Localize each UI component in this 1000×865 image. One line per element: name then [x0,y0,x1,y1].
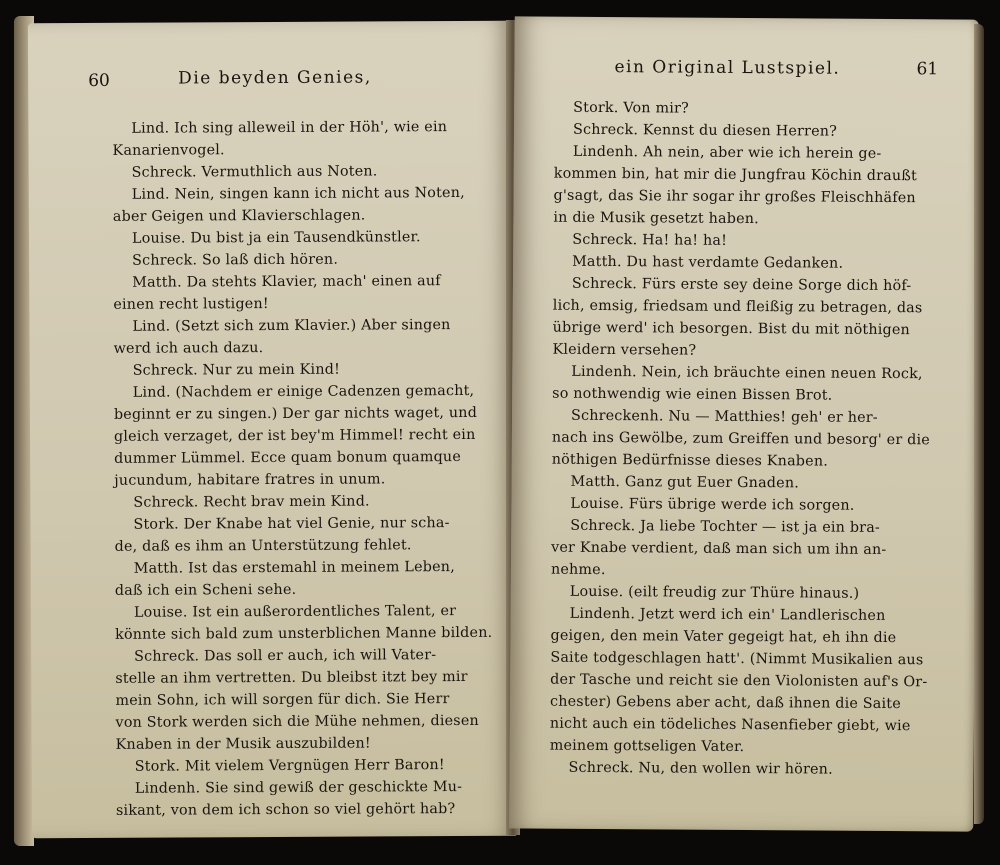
left-page [28,21,516,839]
text-line: ver Knabe verdient, daß man sich um ihn an- [551,539,887,558]
text-line: so nothwendig wie einen Bissen Brot. [552,385,833,404]
text-line: Schreck. Nur zu mein Kind! [113,361,341,379]
page-number-left: 60 [88,70,110,91]
text-line: Schreck. Ja liebe Tochter — ist ja ein bra- [551,517,881,536]
text-line: g'sagt, das Sie ihr sogar ihr großes Fleischhäfen [553,187,916,207]
text-line: Schreck. Ha! ha! ha! [553,231,728,249]
text-line: Stork. Der Knabe hat viel Genie, nur scha- [114,515,450,533]
text-line: von Stork werden sich die Mühe nehmen, diesen [115,712,479,731]
text-line: Kleidern versehen? [552,341,697,359]
text-line: Schreck. Kennst du diesen Herren? [553,121,838,140]
text-line: Lindenh. Sie sind gewiß der geschickte Mu- [115,779,463,797]
text-line: Lind. (Nachdem er einige Cadenzen gemacht, [113,382,475,401]
text-line: könnte sich bald zum unsterblichen Manne bilden. [115,624,493,643]
text-line: jucundum, habitare fratres in unum. [114,471,386,489]
text-line: lich, emsig, friedsam und fleißig zu betragen, das [552,297,923,317]
text-line: Knaben in der Musik auszubilden! [115,735,371,753]
text-line: nach ins Gewölbe, zum Greiffen und besorg' er die [551,429,930,449]
running-head-right: ein Original Lustspiel. [614,57,841,79]
left-page-text [112,116,493,822]
text-line: übrige werd' ich besorgen. Bist du mit nöthigen [552,319,911,339]
text-line: nehme. [550,561,606,579]
text-line: Louise. Du bist ja ein Tausendkünstler. [112,229,421,247]
text-line: Matth. Ist das erstemahl in meinem Leben, [114,559,455,577]
text-line: de, daß es ihm an Unterstützung fehlet. [114,537,412,555]
text-line: Schreck. Recht brav mein Kind. [114,493,370,511]
book-edge-right [974,24,984,824]
text-line: Schreck. Fürs erste sey deine Sorge dich höf- [552,275,912,295]
text-line: Matth. Da stehts Klavier, mach' einen auf [113,273,441,291]
text-line: daß ich ein Scheni sehe. [114,581,297,599]
text-line: Schreck. Das soll er auch, ich will Vater- [115,647,437,665]
text-line: dummer Lümmel. Ecce quam bonum quamque [114,449,462,467]
text-line: stelle an ihm vertretten. Du bleibst itzt bey mir [115,668,468,687]
text-line: Matth. Du hast verdamte Gedanken. [553,253,844,272]
text-line: Lind. Ich sing alleweil in der Höh', wie ein [112,119,448,137]
text-line: gleich verzaget, der ist bey'm Himmel! recht ein [113,426,476,445]
right-page-text [550,97,933,782]
text-line: Lindenh. Nein, ich bräuchte einen neuen Rock, [552,363,923,383]
text-line: Stork. Mit vielem Vergnügen Herr Baron! [115,757,445,775]
text-line: nicht auch ein tödeliches Nasenfieber giebt, wie [549,715,911,735]
text-line: nöthigen Bedürfnisse dieses Knaben. [551,451,829,470]
text-line: aber Geigen und Klavierschlagen. [112,207,366,225]
running-head-left: Die beyden Genies, [178,67,372,89]
text-line: werd ich auch dazu. [113,340,264,357]
text-line: Lind. Nein, singen kann ich nicht aus Noten, [112,184,465,203]
text-line: Stork. Von mir? [554,99,689,117]
text-line: Louise. Ist ein außerordentliches Talent, er [114,603,457,621]
text-line: geigen, den mein Vater gegeigt hat, eh ihn die [550,627,897,647]
text-line: Schreck. Vermuthlich aus Noten. [112,163,378,181]
text-line: Matth. Ganz gut Euer Gnaden. [551,473,800,492]
text-line: einen recht lustigen! [113,296,269,313]
text-line: Lindenh. Jetzt werd ich ein' Landlerischen [550,605,886,624]
text-line: sikant, von dem ich schon so viel gehört hab? [115,801,456,819]
text-line: Lind. (Setzt sich zum Klavier.) Aber singen [113,317,451,335]
text-line: Schreckenh. Nu — Matthies! geh' er her- [551,407,878,426]
right-page [509,16,979,831]
text-line: in die Musik gesetzt haben. [553,209,759,228]
page-number-right: 61 [916,59,939,80]
text-line: Lindenh. Ah nein, aber wie ich herein ge- [553,143,882,162]
text-line: mein Sohn, ich will sorgen für dich. Sie Herr [115,691,450,709]
text-line: Schreck. So laß dich hören. [113,251,339,269]
text-line: meinem gottseligen Vater. [549,737,745,756]
text-line: Louise. Fürs übrige werde ich sorgen. [551,495,855,514]
text-line: Kanarienvogel. [112,142,225,159]
text-line: beginnt er zu singen.) Der gar nichts waget, und [113,404,478,423]
text-line: Schreck. Nu, den wollen wir hören. [549,759,833,778]
text-line: Louise. (eilt freudig zur Thüre hinaus.) [550,583,860,602]
text-line: Saite todgeschlagen hatt'. (Nimmt Musikalien aus [550,649,924,669]
text-line: kommen bin, hat mir die Jungfrau Köchin draußt [553,165,918,185]
text-line: chester) Gebens aber acht, daß ihnen die Saite [550,693,901,713]
text-line: der Tasche und reicht sie den Violonisten auf's Or- [550,671,928,691]
